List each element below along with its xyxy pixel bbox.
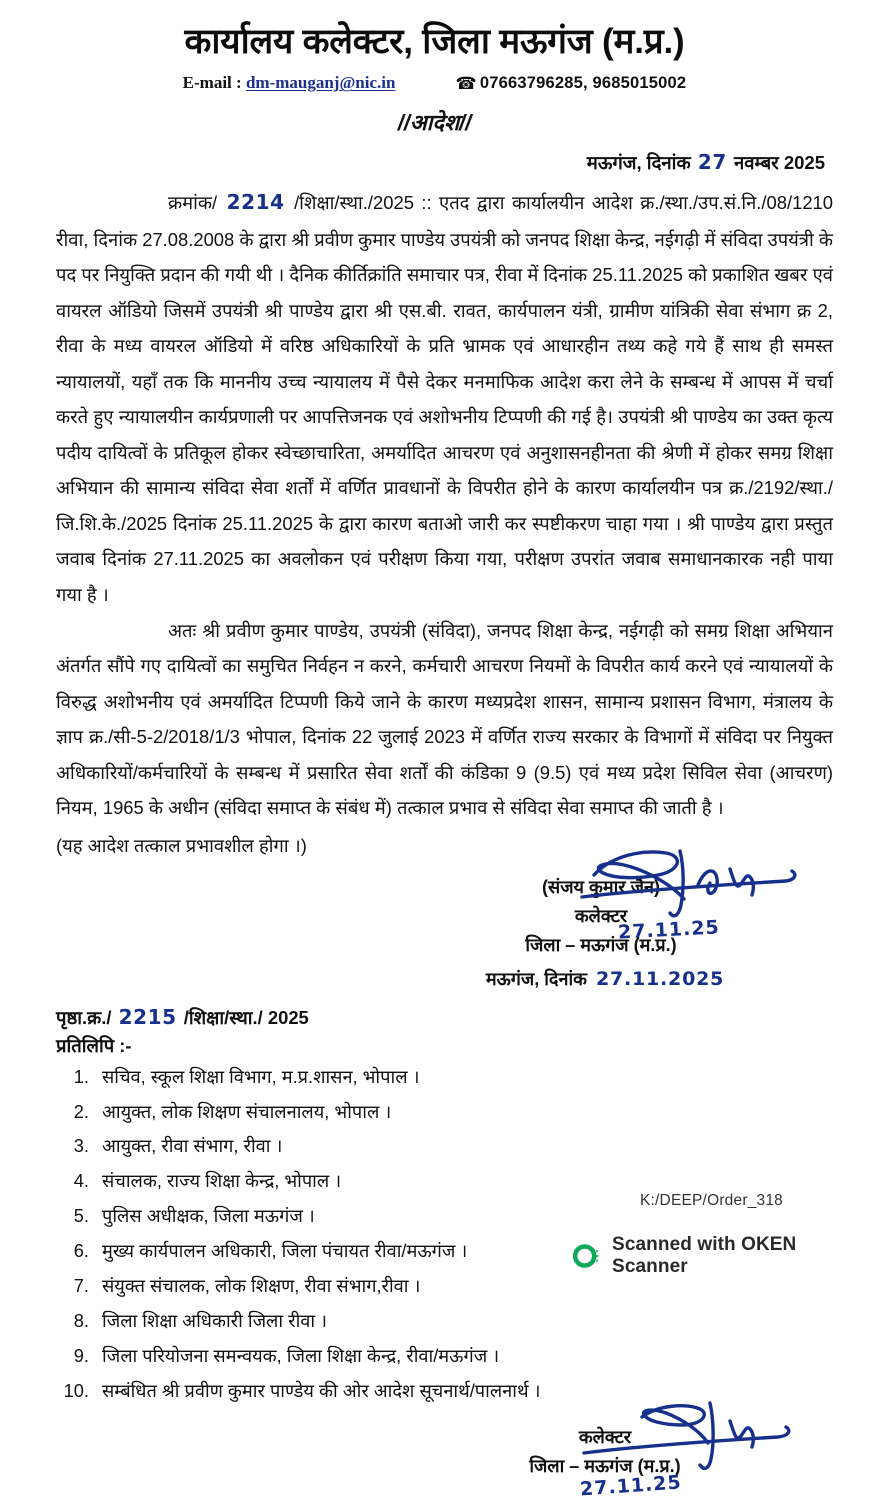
phone-block [455, 73, 686, 93]
file-path-label: K:/DEEP/Order_318 [640, 1192, 783, 1209]
list-item: 2. आयुक्त, लोक शिक्षण संचालनालय, भोपाल । [94, 1095, 869, 1130]
place-date-line [0, 150, 869, 175]
handwritten-endorsement-number: 2215 [118, 1004, 177, 1029]
list-item: 9. जिला परियोजना समन्वयक, जिला शिक्षा केन्द्र, रीवा/मऊगंज । [94, 1339, 869, 1374]
contact-row [0, 73, 869, 93]
copy-label: प्रतिलिपि :- [56, 1034, 132, 1056]
telephone-icon: ☎ [455, 74, 477, 94]
signatory-designation: कलेक्टर [574, 906, 628, 927]
list-item: 1. सचिव, स्कूल शिक्षा विभाग, म.प्र.शासन, भोपाल । [94, 1060, 869, 1095]
list-item: 6. मुख्य कार्यपालन अधिकारी, जिला पंचायत रीवा/मऊगंज । [94, 1234, 869, 1269]
signature-place-prefix: मऊगंज, दिनांक [485, 968, 592, 989]
signatory-designation-secondary: कलेक्टर [578, 1426, 632, 1447]
body-paragraph-2: अतः श्री प्रवीण कुमार पाण्डेय, उपयंत्री (संविदा), जनपद शिक्षा केन्द्र, नईगढ़ी को समग्र शिक्षा अभियान अंतर्गत सौंपे गए दायित्वों का समुचित निर्वहन न करने, कर्मचारी आचरण नियमों के विपरीत कार्य करने एवं न्यायालयों के विरुद्ध अशोभनीय एवं अमर्यादित टिप्पणी किये जाने के कारण मध्यप्रदेश शासन, सामान्य प्रशासन विभाग, मंत्रालय के ज्ञाप क्र./सी-5-2/2018/1/3 भोपाल, दिनांक 22 जुलाई 2023 में वर्णित राज्य सरकार के विभागों में संविदा पर नियुक्त अधिकारियों/कर्मचारियों के सम्बन्ध में प्रसारित सेवा शर्तों की कंडिका 9 (9.5) एवं मध्य प्रदेश सिविल सेवा (आचरण) नियम, 1965 के अधीन (संविदा समाप्त के संबंध में) तत्काल प्रभाव से संविदा सेवा समाप्त की जाती है । [56, 619, 834, 819]
handwritten-order-number: 2214 [226, 190, 285, 215]
endorsement-reference [56, 1005, 869, 1030]
order-number-prefix: क्रमांक/ [168, 192, 225, 214]
effective-note: (यह आदेश तत्काल प्रभावशील होगा ।) [56, 834, 307, 856]
list-item: 7. संयुक्त संचालक, लोक शिक्षण, रीवा संभाग,रीवा । [94, 1269, 869, 1304]
email-block [183, 73, 396, 93]
handwritten-signature-date-primary: 27.11.25 [617, 916, 721, 944]
scanner-watermark-text: Scanned with OKEN Scanner [612, 1234, 797, 1277]
endorsement-suffix: /शिक्षा/स्था./ 2025 [178, 1006, 309, 1028]
email-label: E-mail : [182, 73, 246, 93]
signatory-district: जिला – मऊगंज (म.प्र.) [525, 935, 677, 956]
signature-block-primary [430, 873, 830, 960]
document-body [0, 183, 869, 863]
office-title: कार्यालय कलेक्टर, जिला मऊगंज (म.प्र.) [184, 22, 685, 61]
oken-scanner-logo-icon [572, 1241, 601, 1271]
place-date-suffix: नवम्बर 2025 [728, 152, 825, 174]
body-paragraph-1-text: /शिक्षा/स्था./2025 :: एतद द्वारा कार्यालयीन आदेश क्र./स्था./उप.सं.नि./08/1210 रीवा, दिनांक 27.08.2008 के द्वारा श्री प्रवीण कुमार पाण्डेय उपयंत्री को जनपद शिक्षा केन्द्र, नईगढ़ी में संविदा उपयंत्री के पद पर नियुक्ति प्रदान की गयी थी । दैनिक कीर्तिक्रांति समाचार पत्र, रीवा में दिनांक 25.11.2025 को प्रकाशित खबर एवं वायरल ऑडियो जिसमें उपयंत्री श्री पाण्डेय द्वारा श्री एस.बी. रावत, कार्यपालन यंत्री, ग्रामीण यांत्रिकी सेवा संभाग क्र 2, रीवा के मध्य वायरल ऑडियो में वरिष्ठ अधिकारियों के प्रति भ्रामक एवं आधारहीन तथ्य कहे गये हैं साथ ही समस्त न्यायालयों, यहाँ तक कि माननीय उच्च न्यायालय में पैसे देकर मनमाफिक आदेश करा लेने के सम्बन्ध में आपस में चर्चा करते हुए न्यायालयीन कार्यप्रणाली पर आपत्तिजनक एवं अशोभनीय टिप्पणी की गई है। उपयंत्री श्री पाण्डेय का उक्त कृत्य पदीय दायित्वों के प्रतिकूल होकर स्वेच्छाचारिता, अमर्यादित आचरण एवं अनुशासनहीनता की श्रेणी में होकर समग्र शिक्षा अभियान की सामान्य संविदा सेवा शर्तों में वर्णित प्रावधानों के विपरीत होने के कारण कार्यालयीन पत्र क्र./2192/स्था./जि.शि.के./2025 दिनांक 25.11.2025 के द्वारा कारण बताओ जारी कर स्पष्टीकरण चाहा गया । श्री पाण्डेय द्वारा प्रस्तुत जवाब दिनांक 27.11.2025 का अवलोकन एवं परीक्षण किया गया, परीक्षण उपरांत जवाब समाधानकारक नही पाया गया है । [56, 192, 833, 605]
list-item: 10. सम्बंधित श्री प्रवीण कुमार पाण्डेय की ओर आदेश सूचनार्थ/पालनार्थ । [94, 1374, 869, 1409]
signature-block-secondary [430, 1423, 830, 1501]
body-paragraph-1 [56, 183, 833, 612]
place-date-prefix: मऊगंज, दिनांक [586, 152, 696, 174]
document-header [0, 0, 869, 137]
signatory-district-secondary: जिला – मऊगंज (म.प्र.) [529, 1456, 681, 1477]
signature-place-date [430, 967, 830, 991]
handwritten-day: 27 [697, 150, 727, 175]
list-item: 3. आयुक्त, रीवा संभाग, रीवा । [94, 1129, 869, 1164]
scanner-watermark [572, 1234, 869, 1278]
endorsement-prefix: पृष्ठा.क्र./ [56, 1006, 117, 1028]
phone-numbers: 07663796285, 9685015002 [479, 74, 687, 93]
handwritten-full-date: 27.11.2025 [595, 967, 725, 990]
email-link[interactable]: dm-mauganj@nic.in [245, 73, 396, 93]
handwritten-signature-date-secondary: 27.11.25 [579, 1471, 683, 1501]
list-item: 4. संचालक, राज्य शिक्षा केन्द्र, भोपाल । [94, 1164, 869, 1199]
signatory-name: (संजय कुमार जैन) [542, 877, 660, 898]
order-heading: //आदेश// [397, 110, 472, 136]
list-item: 5. पुलिस अधीक्षक, जिला मऊगंज । [94, 1199, 869, 1234]
list-item: 8. जिला शिक्षा अधिकारी जिला रीवा । [94, 1304, 869, 1339]
